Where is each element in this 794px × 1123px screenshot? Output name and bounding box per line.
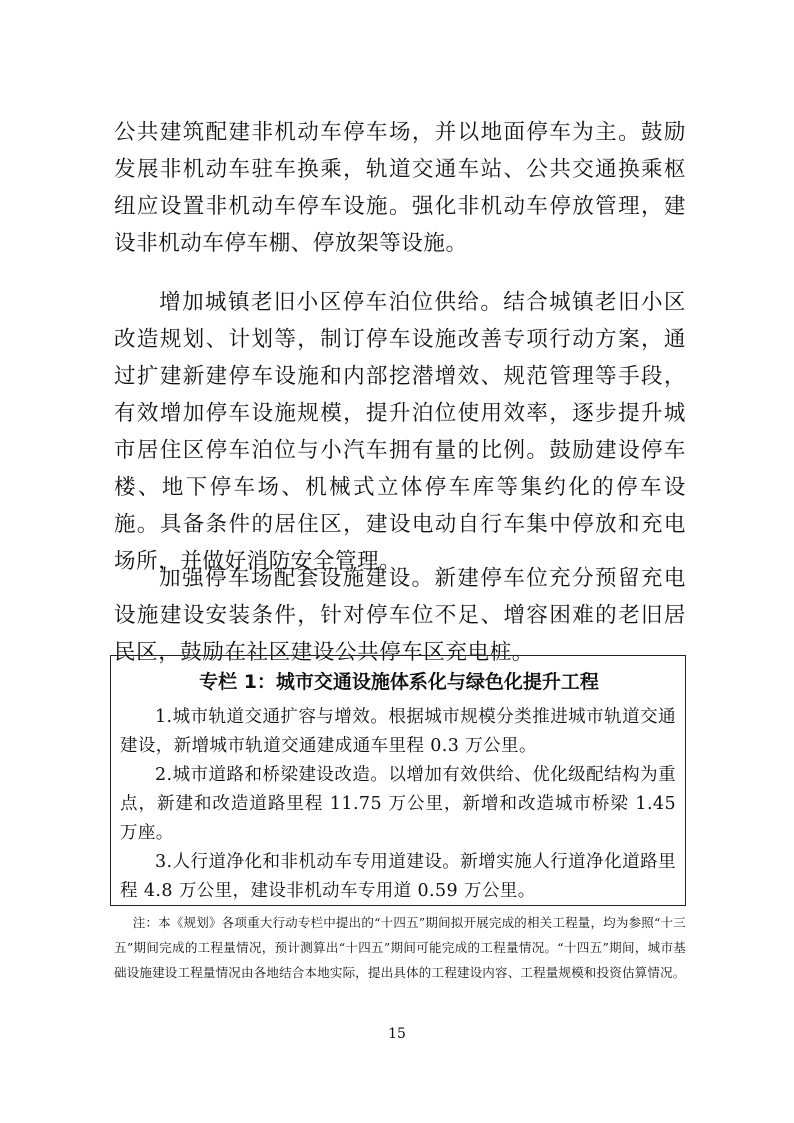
page-number: 15 <box>388 1026 406 1042</box>
column-item: 3.人行道净化和非机动车专用道建设。新增实施人行道净化道路里程 4.8 万公里，建设非机动车专用道 0.59 万公里。 <box>120 852 676 901</box>
paragraph-text: 加强停车场配套设施建设。新建停车位充分预留充电设施建设安装条件，针对停车位不足、增容困难的老旧居民区，鼓励在社区建设公共停车区充电桩。 <box>114 566 686 665</box>
body-paragraph-continued <box>114 114 686 262</box>
paragraph-text: 公共建筑配建非机动车停车场，并以地面停车为主。鼓励发展非机动车驻车换乘，轨道交通车站、公共交通换乘枢纽应设置非机动车停车设施。强化非机动车停放管理，建设非机动车停车棚、停放架等设施。 <box>114 120 686 256</box>
footnote-text: 注：本《规划》各项重大行动专栏中提出的“十四五”期间拟开展完成的相关工程量，均为参照“十三五”期间完成的工程量情况，预计测算出“十四五”期间可能完成的工程量情况。“十四五”期间，城市基础设施建设工程量情况由各地结合本地实际，提出具体的工程建设内容、工程量规模和投资估算情况。 <box>114 915 686 980</box>
column-box-body <box>120 703 676 906</box>
column-box-title: 专栏 1：城市交通设施体系化与绿色化提升工程 <box>199 671 599 693</box>
column-box <box>110 655 686 906</box>
footnote <box>114 910 686 985</box>
column-item: 2.城市道路和桥梁建设改造。以增加有效供给、优化级配结构为重点，新建和改造道路里程 11.75 万公里，新增和改造城市桥梁 1.45 万座。 <box>120 765 676 843</box>
body-paragraph-parking-supply <box>114 284 686 580</box>
column-item: 1.城市轨道交通扩容与增效。根据城市规模分类推进城市轨道交通建设，新增城市轨道交通建成通车里程 0.3 万公里。 <box>120 707 676 756</box>
paragraph-text: 增加城镇老旧小区停车泊位供给。结合城镇老旧小区改造规划、计划等，制订停车设施改善专项行动方案，通过扩建新建停车设施和内部挖潜增效、规范管理等手段，有效增加停车设施规模，提升泊位使用效率，逐步提升城市居住区停车泊位与小汽车拥有量的比例。鼓励建设停车楼、地下停车场、机械式立体停车库等集约化的停车设施。具备条件的居住区，建设电动自行车集中停放和充电场所，并做好消防安全管理。 <box>114 290 686 574</box>
